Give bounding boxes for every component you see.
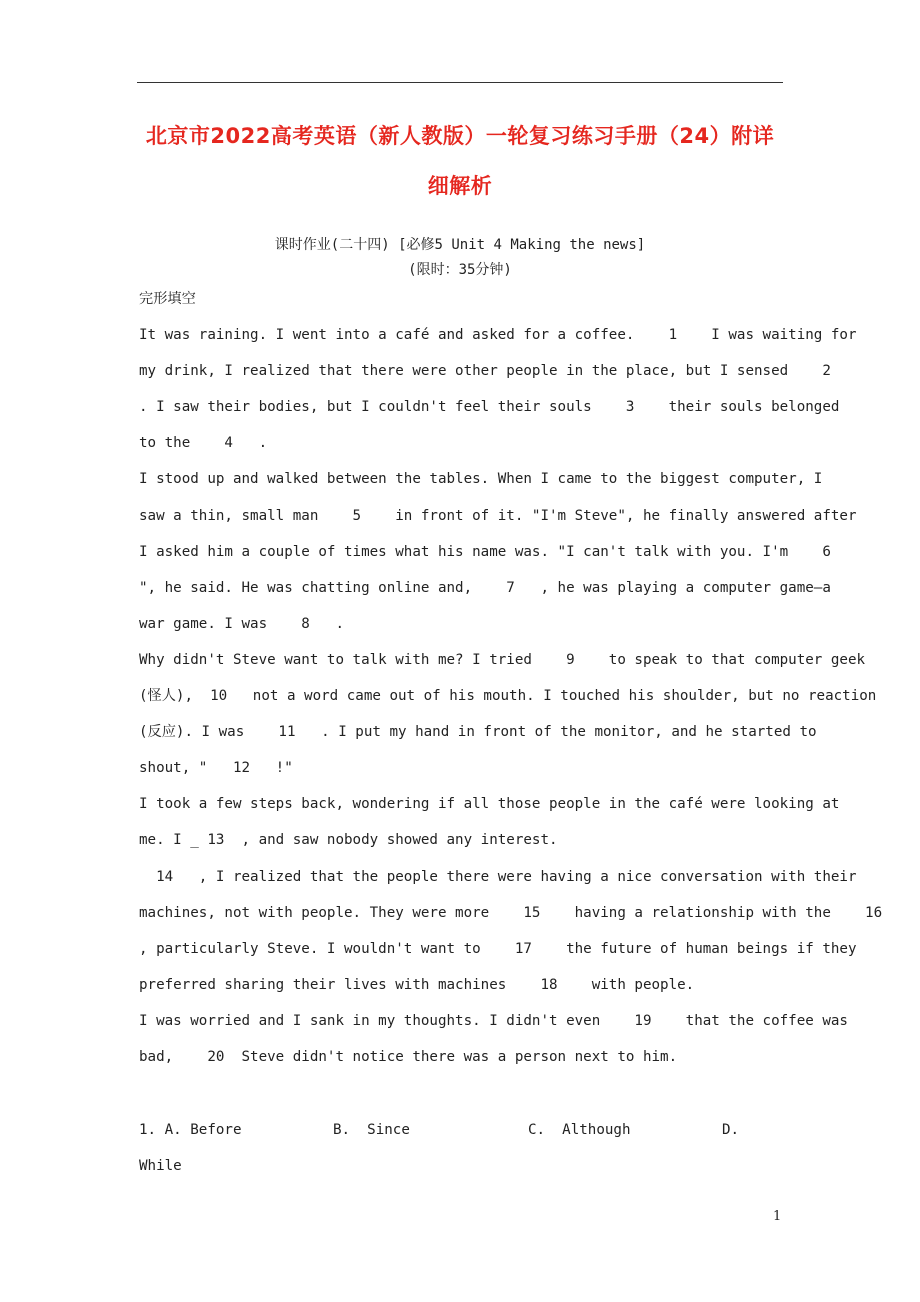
- assignment-subtitle: 课时作业(二十四) [必修5 Unit 4 Making the news]: [274, 237, 646, 253]
- top-rule: [137, 82, 783, 83]
- document-title-line2: 细解析: [427, 174, 493, 198]
- section-heading: 完形填空: [139, 291, 196, 307]
- passage-line: I was worried and I sank in my thoughts. I didn't even 19 that the coffee was: [139, 1013, 848, 1029]
- question-1-option-c: C. Although: [528, 1122, 631, 1138]
- document-title-line1: 北京市2022高考英语（新人教版）一轮复习练习手册（24）附详: [145, 124, 775, 148]
- passage-line: I took a few steps back, wondering if all those people in the café were looking at: [139, 796, 840, 812]
- passage-line: , particularly Steve. I wouldn't want to 17 the future of human beings if they: [139, 941, 857, 957]
- passage-line: (怪人), 10 not a word came out of his mouth. I touched his shoulder, but no reaction: [139, 688, 877, 704]
- passage-line: war game. I was 8 .: [139, 616, 344, 632]
- question-1-option-d-text: While: [139, 1158, 182, 1174]
- passage-line: me. I _ 13 , and saw nobody showed any interest.: [139, 832, 558, 848]
- question-1-option-d-label: D.: [722, 1122, 740, 1138]
- passage-line: (反应). I was 11 . I put my hand in front of the monitor, and he started to: [139, 724, 817, 740]
- time-limit: (限时：35分钟): [408, 262, 512, 278]
- passage-line: I stood up and walked between the tables. When I came to the biggest computer, I: [139, 471, 823, 487]
- passage-line: machines, not with people. They were more 15 having a relationship with the 16: [139, 905, 883, 921]
- passage-line: It was raining. I went into a café and asked for a coffee. 1 I was waiting for: [139, 327, 857, 343]
- passage-line: saw a thin, small man 5 in front of it. "I'm Steve", he finally answered after: [139, 508, 857, 524]
- passage-line: bad, 20 Steve didn't notice there was a person next to him.: [139, 1049, 678, 1065]
- passage-line: to the 4 .: [139, 435, 268, 451]
- passage-line: my drink, I realized that there were other people in the place, but I sensed 2: [139, 363, 831, 379]
- passage-line: I asked him a couple of times what his name was. "I can't talk with you. I'm 6: [139, 544, 831, 560]
- question-1-option-b: B. Since: [333, 1122, 410, 1138]
- passage-line: shout, " 12 !": [139, 760, 293, 776]
- passage-line: ", he said. He was chatting online and, 7 , he was playing a computer game—a: [139, 580, 831, 596]
- passage-line: Why didn't Steve want to talk with me? I tried 9 to speak to that computer geek: [139, 652, 866, 668]
- page-number: 1: [773, 1209, 782, 1224]
- passage-line: . I saw their bodies, but I couldn't feel their souls 3 their souls belonged: [139, 399, 840, 415]
- passage-line: 14 , I realized that the people there were having a nice conversation with their: [139, 869, 857, 885]
- passage-line: preferred sharing their lives with machines 18 with people.: [139, 977, 695, 993]
- question-1-option-a: 1. A. Before: [139, 1122, 242, 1138]
